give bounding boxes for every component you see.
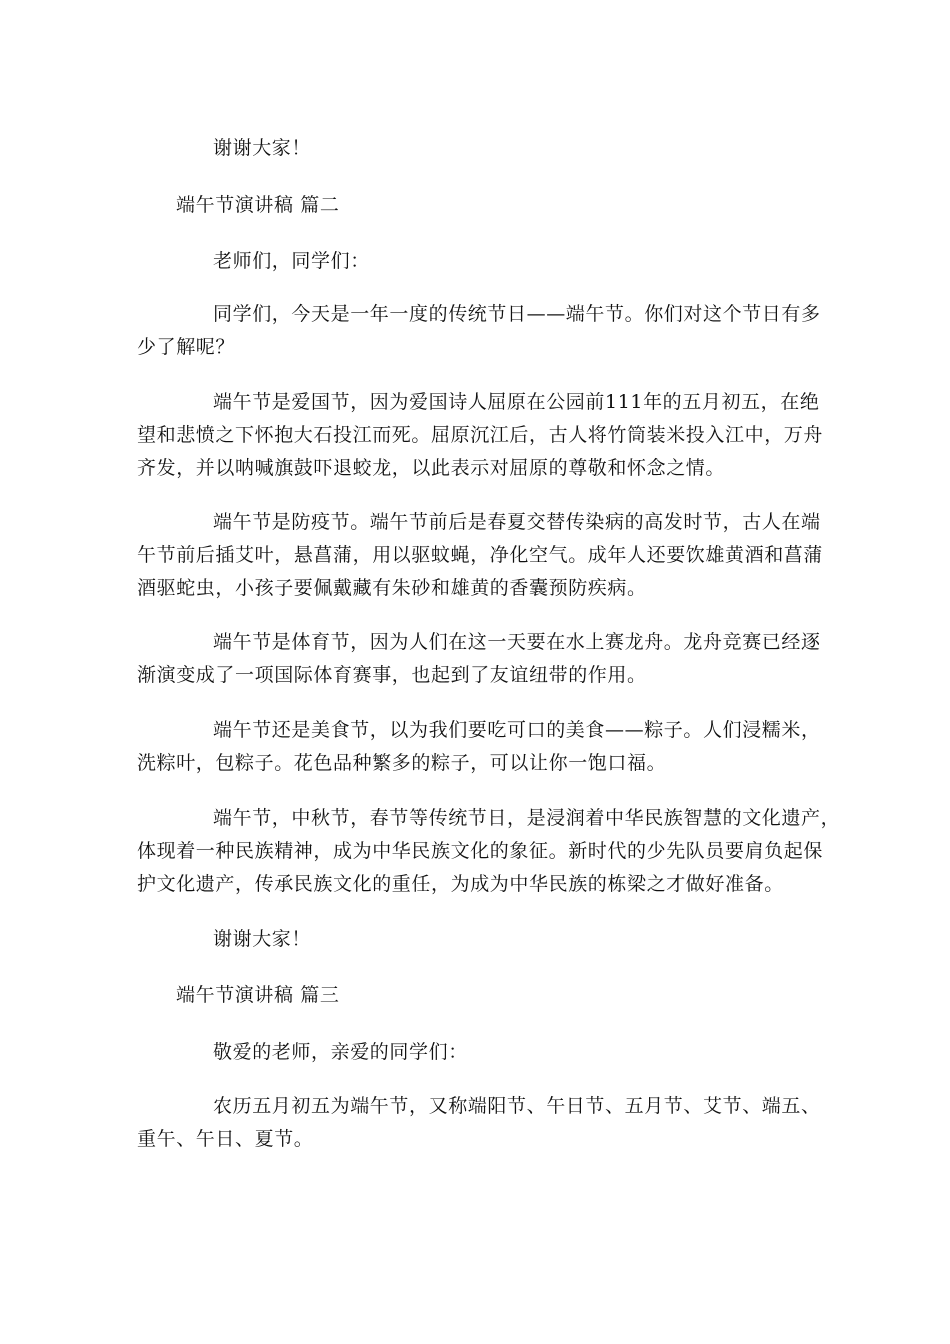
section-title: 端午节演讲稿 篇二: [176, 194, 340, 216]
paragraph-line: 望和悲愤之下怀抱大石投江而死。屈原沉江后，古人将竹筒装米投入江中，万舟: [137, 424, 824, 446]
paragraph-line: 端午节还是美食节，以为我们要吃可口的美食——粽子。人们浸糯米，: [213, 719, 821, 741]
paragraph-line: 农历五月初五为端午节，又称端阳节、午日节、五月节、艾节、端五、: [213, 1095, 821, 1117]
closing-thanks: 谢谢大家！: [213, 928, 312, 950]
paragraph-line: 重午、午日、夏节。: [137, 1128, 314, 1150]
paragraph-line: 午节前后插艾叶，悬菖蒲，用以驱蚊蝇，净化空气。成年人还要饮雄黄酒和菖蒲: [137, 544, 824, 566]
closing-thanks: 谢谢大家！: [213, 137, 312, 159]
paragraph-line: 护文化遗产，传承民族文化的重任，为成为中华民族的栋梁之才做好准备。: [137, 873, 784, 895]
paragraph-line: 同学们，今天是一年一度的传统节日——端午节。你们对这个节日有多: [213, 303, 821, 325]
paragraph-line: 洗粽叶，包粽子。花色品种繁多的粽子，可以让你一饱口福。: [137, 752, 667, 774]
paragraph-line: 端午节是爱国节，因为爱国诗人屈原在公园前111年的五月初五，在绝: [213, 391, 820, 413]
section-title: 端午节演讲稿 篇三: [176, 984, 340, 1006]
paragraph-line: 端午节，中秋节，春节等传统节日，是浸润着中华民族智慧的文化遗产，: [213, 807, 841, 829]
paragraph-line: 体现着一种民族精神，成为中华民族文化的象征。新时代的少先队员要肩负起保: [137, 840, 824, 862]
paragraph-line: 端午节是防疫节。端午节前后是春夏交替传染病的高发时节，古人在端: [213, 511, 821, 533]
paragraph-line: 少了解呢？: [137, 336, 236, 358]
paragraph-line: 酒驱蛇虫，小孩子要佩戴藏有朱砂和雄黄的香囊预防疾病。: [137, 577, 647, 599]
greeting: 老师们，同学们：: [213, 250, 370, 272]
greeting: 敬爱的老师，亲爱的同学们：: [213, 1041, 468, 1063]
paragraph-line: 渐演变成了一项国际体育赛事，也起到了友谊纽带的作用。: [137, 664, 647, 686]
paragraph-line: 端午节是体育节，因为人们在这一天要在水上赛龙舟。龙舟竞赛已经逐: [213, 631, 821, 653]
paragraph-line: 齐发，并以呐喊旗鼓吓退蛟龙，以此表示对屈原的尊敬和怀念之情。: [137, 457, 726, 479]
